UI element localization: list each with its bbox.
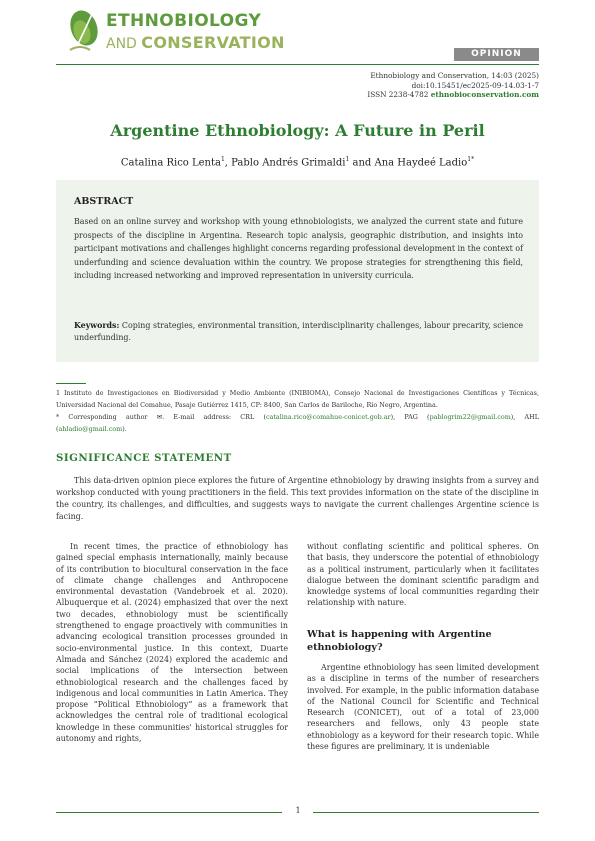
footnote-text: ), PAG (	[390, 413, 430, 421]
keywords-label: Keywords:	[74, 321, 120, 330]
footnote-text: ), AHL (	[56, 413, 539, 433]
body-right-column-continued: Argentine ethnobiology has seen limited development as a discipline in terms of the number of researchers involved. For example, in the public information database of the National Council for Scientific and Technical Research (CONICET), out of a total of 23,000 researchers and fellows, only 43 people state ethnobiology as a keyword for their research topic. While these figures are preliminary, it is undeniable	[307, 663, 539, 752]
logo-and: AND	[106, 36, 137, 52]
abstract-heading: ABSTRACT	[74, 196, 134, 207]
logo-ethnobiology: ETHNOBIOLOGY	[106, 11, 262, 31]
citation: Ethnobiology and Conservation, 14:03 (2025)	[370, 71, 539, 80]
logo-conservation-word: CONSERVATION	[141, 33, 285, 52]
issn: ISSN 2238-4782	[367, 90, 429, 100]
body-left-column: In recent times, the practice of ethnobiology has gained special emphasis internationally, mainly because of its contribution to biocultural conservation in the face of climate change challenges and Anthropocene environmental devastation (Vandebroek et al. 2020). Albuquerque et al. (2024) emphasized that over the next two decades, ethnobiology must be scientifically strengthened to engage proactively with communities in advancing ecological transition processes grounded in socio-environmental justice. In this context, Duarte Almada and Sánchez (2024) explored the academic and social implications of the intersection between ethnobiological research and the challenges faced by indigenous and local communities in Latin America. They propose “Political Ethnobiology” as a framework that acknowledges the central role of traditional ecological knowledge in these communities' historical struggles for autonomy and rights,	[56, 542, 288, 744]
author-affiliation-mark: 1*	[467, 156, 475, 163]
corresponding-prefix: * Corresponding author ✉. E-mail address: CRL (	[56, 413, 266, 421]
significance-text: This data-driven opinion piece explores the future of Argentine ethnobiology by drawing insights from a survey and workshop conducted with young practitioners in the field. This text provides information on the state of the discipline in the country, its challenges, and difficulties, and suggests ways to navigate the current challenges Argentine science is facing.	[56, 476, 539, 521]
author-and: and	[349, 157, 375, 169]
keywords-list: Coping strategies, environmental transition, interdisciplinarity challenges, labour precarity, science underfunding.	[74, 321, 523, 342]
author-name: Catalina Rico Lenta	[120, 157, 221, 169]
significance-heading: SIGNIFICANCE STATEMENT	[56, 452, 232, 464]
section-heading: What is happening with Argentine ethnobiology?	[307, 629, 492, 653]
issn-line	[239, 90, 539, 100]
footnote-rule	[56, 383, 86, 384]
author-affiliation-mark: 1	[220, 156, 225, 163]
email-link-pag[interactable]: pablogrim22@gmail.com	[429, 413, 511, 421]
author-list	[56, 156, 539, 168]
footnote-text: ).	[122, 425, 127, 433]
affiliation-note: 1 Instituto de Investigaciones en Biodiversidad y Medio Ambiente (INIBIOMA), Consejo Nacional de Investigaciones Científicas y Técnicas, Universidad Nacional del Comahue, Pasaje Gutiérrez 1415, CP: 8400, San Carlos de Bariloche, Río Negro, Argentina.	[56, 389, 539, 409]
journal-logo	[66, 6, 285, 56]
footnote	[56, 387, 539, 435]
keywords	[74, 320, 523, 344]
author-separator: ,	[224, 157, 232, 169]
body-right-column: without conflating scientific and political spheres. On that basis, they underscore the potential of ethnobiology as a political instrument, particularly when it facilitates dialogue between the dominant scientific paradigm and knowledge systems of local communities regarding their relationship with nature.	[307, 542, 539, 608]
abstract-text: Based on an online survey and workshop with young ethnobiologists, we analyzed the current state and future prospects of the discipline in Argentina. Research topic analysis, geographic distribution, and insights into participant motivations and challenges highlight concerns regarding professional development in the context of underfunding and science devaluation within the country. We propose strategies for strengthening this field, including increased networking and improved representation in university curricula.	[74, 217, 523, 280]
article-title: Argentine Ethnobiology: A Future in Peril	[110, 121, 485, 140]
abstract-box	[56, 180, 539, 362]
footer-rule-left	[56, 812, 282, 813]
section-badge: OPINION	[454, 48, 539, 61]
leaf-logo-icon	[66, 6, 106, 54]
footer-rule-right	[313, 812, 539, 813]
page-number: 1	[295, 806, 301, 815]
logo-conservation	[106, 33, 285, 52]
author-affiliation-mark: 1	[345, 156, 350, 163]
header-rule	[56, 64, 539, 65]
email-link-crl[interactable]: catalina.rico@comahue-conicet.gob.ar	[265, 413, 391, 421]
author-name: Ana Haydeé Ladio	[374, 157, 468, 169]
author-name: Pablo Andrés Grimaldi	[231, 157, 346, 169]
journal-website-link[interactable]: ethnobioconservation.com	[430, 90, 539, 100]
corresponding-note	[56, 411, 539, 435]
doi: doi:10.15451/ec2025-09-14.03-1-7	[411, 80, 539, 90]
email-link-ahl[interactable]: ahladio@gmail.com	[58, 425, 123, 433]
citation-block	[239, 71, 539, 100]
